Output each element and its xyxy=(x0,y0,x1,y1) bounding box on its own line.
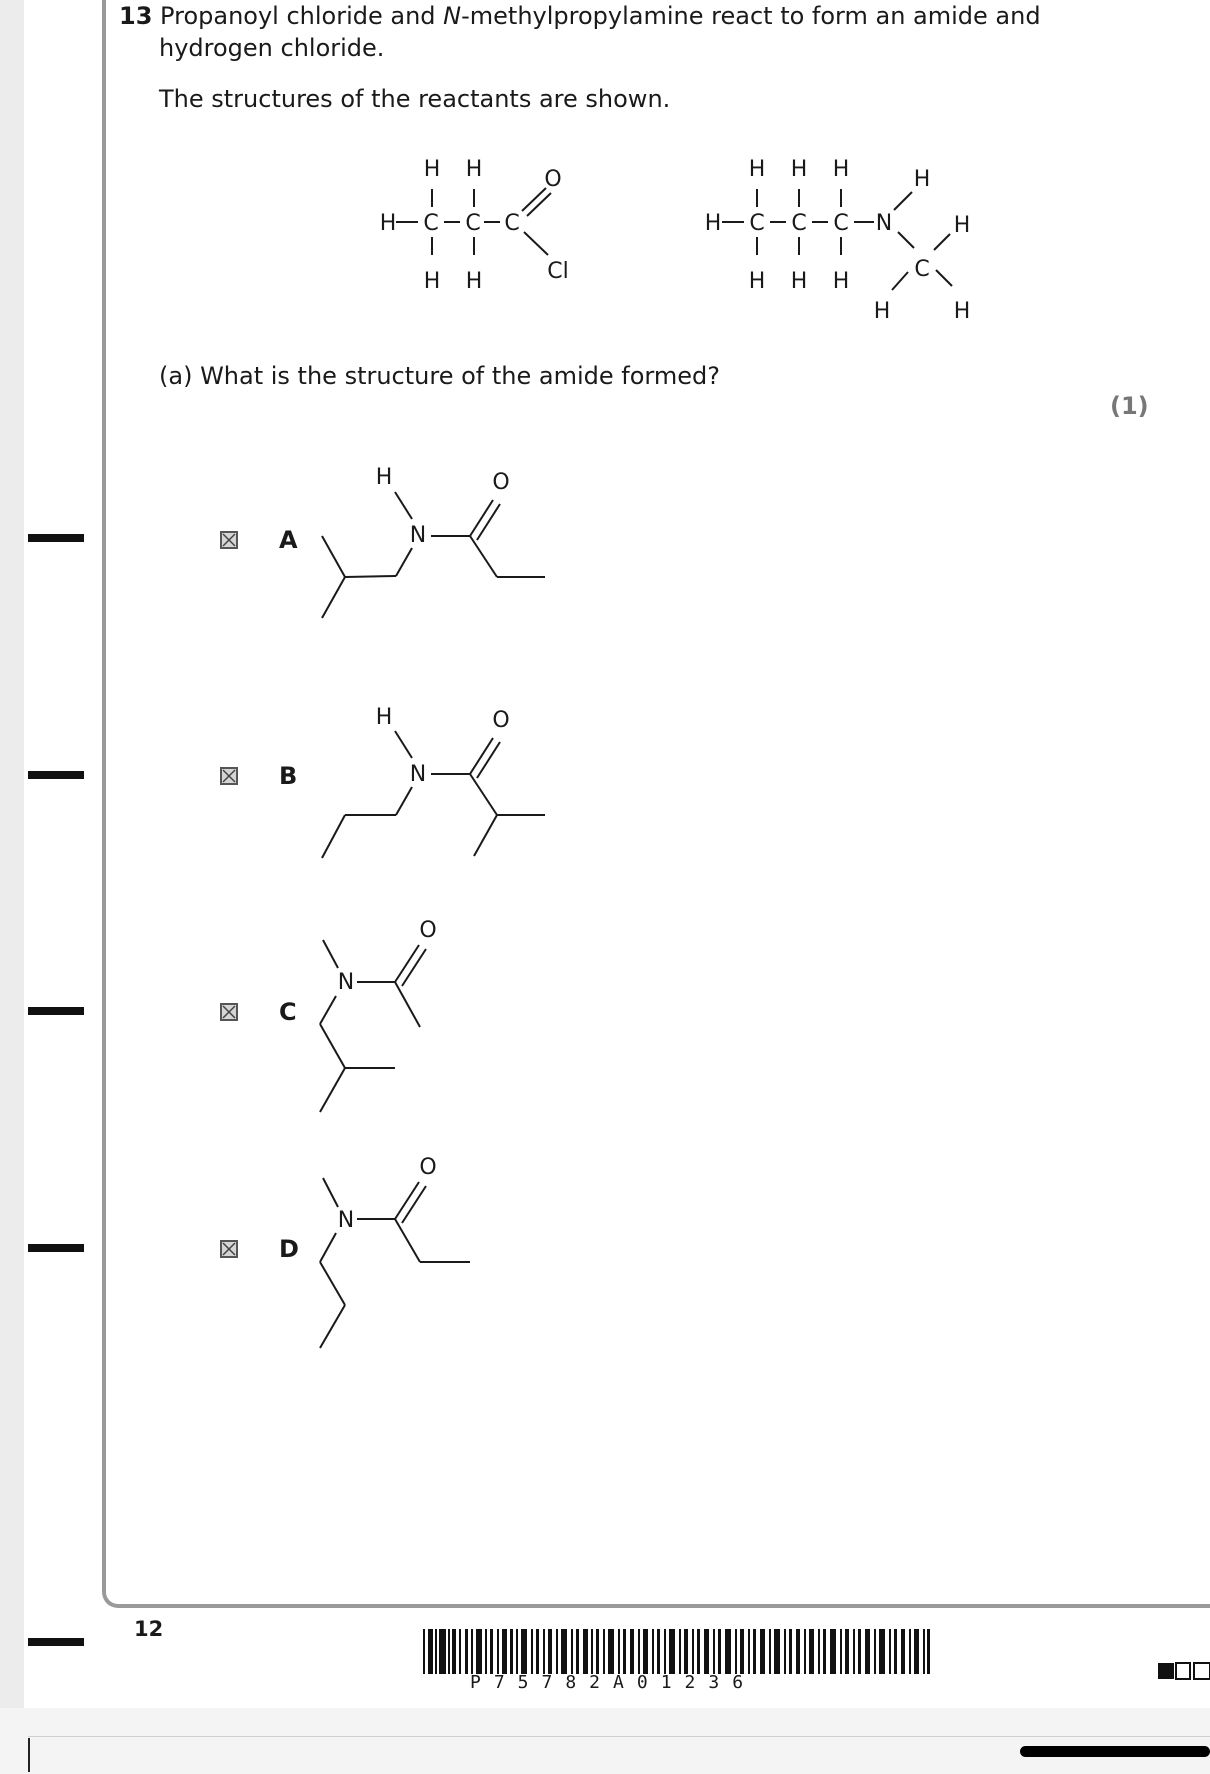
atom-c: C xyxy=(791,211,807,236)
atom-h: H xyxy=(379,211,397,236)
option-d-checkbox[interactable] xyxy=(220,1240,238,1258)
option-b-checkbox[interactable] xyxy=(220,767,238,785)
corner-mark xyxy=(1158,1663,1210,1679)
question-number: 13 xyxy=(119,2,153,30)
atom-h: H xyxy=(790,269,808,294)
viewer-bottom-bar xyxy=(0,1708,1210,1774)
atom-o: O xyxy=(544,167,562,192)
atom-h: H xyxy=(953,299,971,324)
atom-cl: Cl xyxy=(547,259,569,284)
atom-h: H xyxy=(465,269,483,294)
atom-h: H xyxy=(913,167,931,192)
atom-h: H xyxy=(790,157,808,182)
atom-c: C xyxy=(833,211,849,236)
barcode-text: P75782A01236 xyxy=(470,1672,757,1693)
atom-n: N xyxy=(337,1208,355,1233)
atom-o: O xyxy=(419,1155,437,1180)
question-stem-line1: 13 Propanoyl chloride and N-methylpropylamine react to form an amide and xyxy=(119,2,1041,30)
atom-h: H xyxy=(832,157,850,182)
atom-h: H xyxy=(423,269,441,294)
option-c-structure xyxy=(320,940,426,1112)
option-d-label: D xyxy=(279,1235,299,1263)
marks-allocation: (1) xyxy=(1110,392,1149,420)
option-b-label: B xyxy=(279,762,298,790)
atom-h: H xyxy=(375,465,393,490)
option-a-structure xyxy=(322,492,545,618)
option-a-checkbox[interactable] xyxy=(220,531,238,549)
atom-o: O xyxy=(492,708,510,733)
page-number: 12 xyxy=(134,1617,164,1641)
atom-o: O xyxy=(492,470,510,495)
atom-n: N xyxy=(409,762,427,787)
atom-n: N xyxy=(875,211,893,236)
atom-h: H xyxy=(873,299,891,324)
option-c-label: C xyxy=(279,998,297,1026)
divider xyxy=(28,1736,1210,1737)
atom-h: H xyxy=(465,157,483,182)
atom-c: C xyxy=(504,211,520,236)
atom-h: H xyxy=(704,211,722,236)
atom-h: H xyxy=(832,269,850,294)
text-cursor xyxy=(28,1738,30,1772)
atom-h: H xyxy=(423,157,441,182)
atom-c: C xyxy=(465,211,481,236)
question-intro: The structures of the reactants are shown. xyxy=(159,85,671,113)
question-stem-line2: hydrogen chloride. xyxy=(159,34,385,62)
option-d-structure xyxy=(320,1178,470,1348)
option-c-checkbox[interactable] xyxy=(220,1003,238,1021)
barcode xyxy=(423,1629,930,1674)
atom-h: H xyxy=(748,157,766,182)
atom-h: H xyxy=(748,269,766,294)
atom-n: N xyxy=(409,523,427,548)
atom-c: C xyxy=(749,211,765,236)
option-b-structure xyxy=(322,731,545,858)
atom-c: C xyxy=(423,211,439,236)
option-a-label: A xyxy=(279,526,298,554)
atom-h: H xyxy=(953,213,971,238)
home-indicator[interactable] xyxy=(1020,1746,1210,1757)
atom-n: N xyxy=(337,970,355,995)
atom-h: H xyxy=(375,705,393,730)
atom-c: C xyxy=(914,257,930,282)
part-a-question: (a) What is the structure of the amide formed? xyxy=(159,362,720,390)
atom-o: O xyxy=(419,918,437,943)
